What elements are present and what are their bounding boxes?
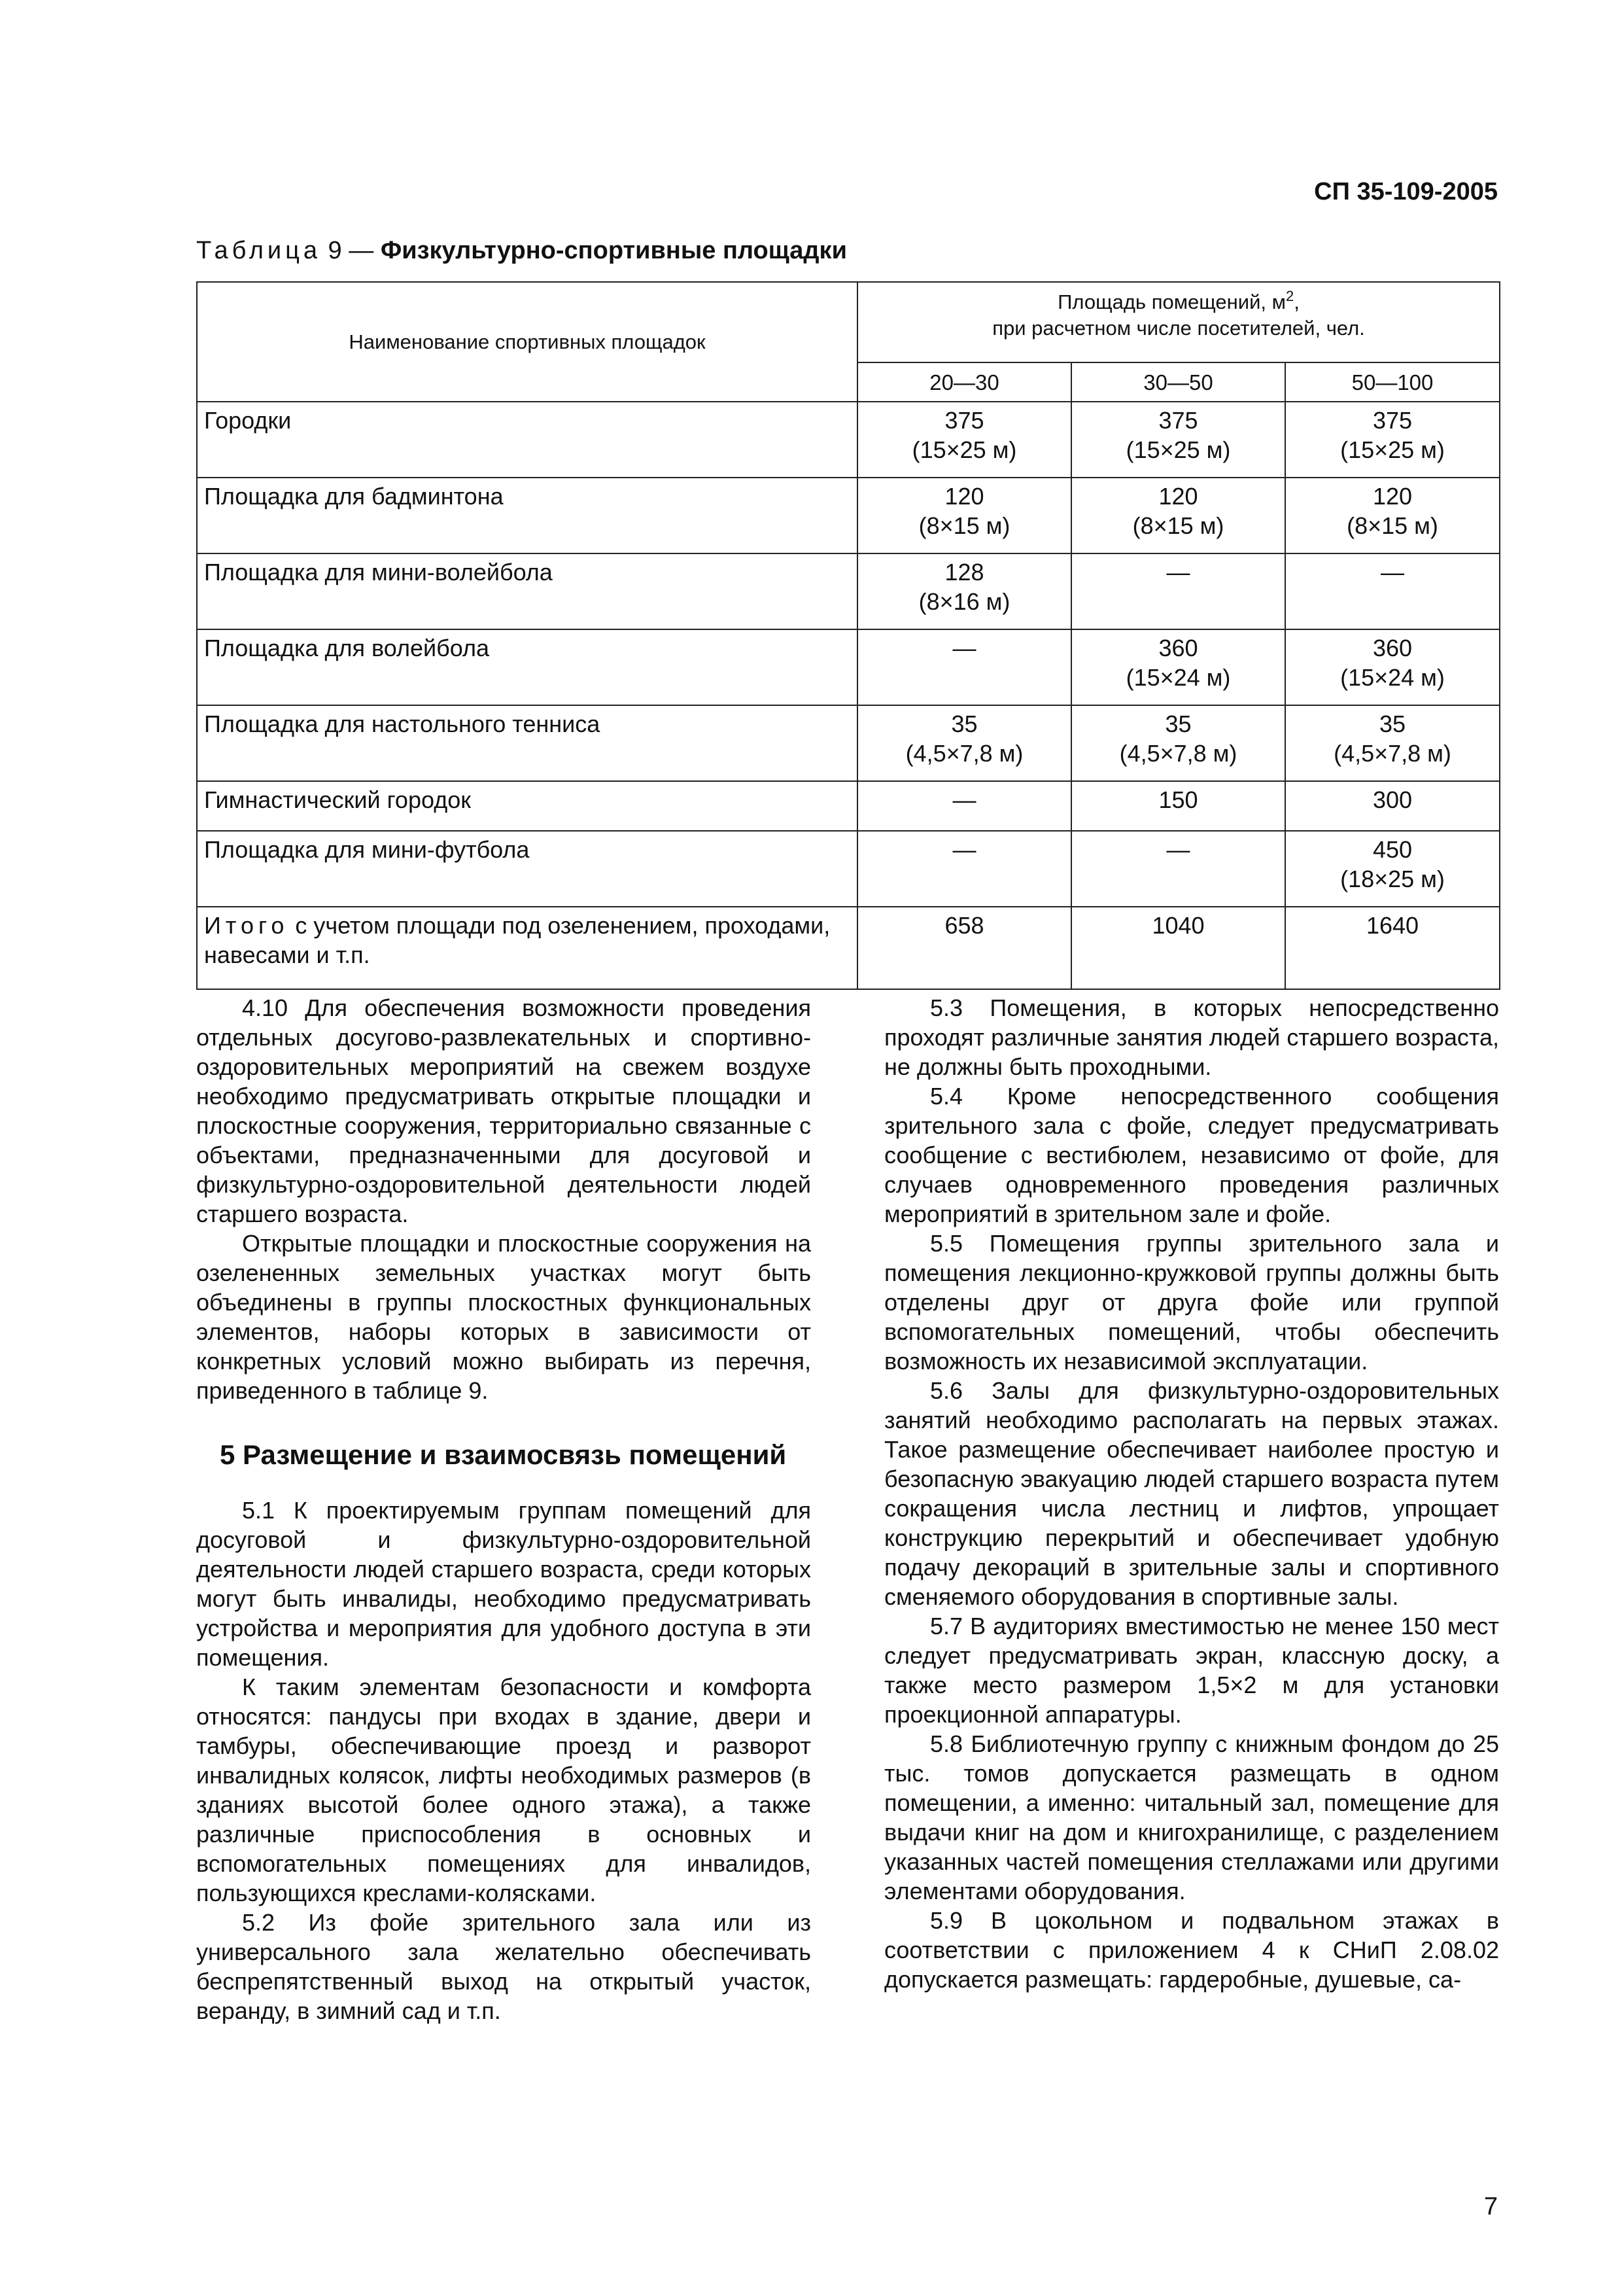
row-value [1071, 402, 1285, 478]
row-value-main: 375 [1158, 407, 1198, 434]
row-value [1071, 478, 1285, 553]
header-range: 50—100 [1285, 362, 1500, 402]
row-value-main: 375 [1372, 407, 1413, 434]
row-value-main: 450 [1372, 836, 1413, 863]
table-row [197, 478, 1500, 553]
paragraph: 5.4 Кроме непосредственного сообщения зрительного зала с фойе, следует предусматривать сообщение с вестибюлем, независимо от фойе, для случаев одновременного проведения различных мероприятий в зрительном зале и фойе. [884, 1083, 1499, 1227]
row-value-size: (15×25 м) [1340, 436, 1445, 463]
row-value [1071, 553, 1285, 629]
row-name: Гимнастический городок [197, 781, 857, 831]
row-value [857, 478, 1071, 553]
table-header-row [197, 282, 1500, 362]
paragraph: 5.5 Помещения группы зрительного зала и помещения лекционно-кружковой группы должны быть отделены друг от друга фойе или группой вспомогательных помещений, чтобы обеспечить возможность их независимой эксплуатации. [884, 1230, 1499, 1375]
paragraph: 5.8 Библиотечную группу с книжным фондом до 25 тыс. томов допускается размещать в одном помещении, а именно: читальный зал, помещение для выдачи книг на дом и книгохранилище, с разделением указанных частей помещения стеллажами или другими элементами оборудования. [884, 1730, 1499, 1904]
paragraph: Открытые площадки и плоскостные сооружения на озелененных земельных участках могут быть объединены в группы плоскостных функциональных элементов, наборы которых в зависимости от конкретных условий можно выбирать из перечня, приведенного в таблице 9. [196, 1230, 811, 1404]
row-value-main: 35 [1165, 710, 1192, 737]
row-value-size: (8×15 м) [1347, 512, 1438, 539]
row-value [1071, 629, 1285, 705]
paragraph: 5.3 Помещения, в которых непосредственно проходят различные занятия людей старшего возраста, не должны быть проходными. [884, 994, 1499, 1080]
row-value-main: — [952, 836, 976, 863]
row-value-size: (18×25 м) [1340, 866, 1445, 892]
header-range: 20—30 [857, 362, 1071, 402]
header-range: 30—50 [1071, 362, 1285, 402]
table-caption-title: Физкультурно-спортивные площадки [380, 237, 847, 264]
row-name: Площадка для настольного тенниса [197, 705, 857, 781]
row-name: Площадка для бадминтона [197, 478, 857, 553]
row-value [1285, 478, 1500, 553]
document-code: СП 35-109-2005 [1314, 178, 1498, 205]
table-total-row [197, 907, 1500, 989]
row-value [1285, 781, 1500, 831]
table-row [197, 629, 1500, 705]
sports-grounds-table [196, 281, 1500, 990]
row-value-main: — [952, 635, 976, 661]
paragraph: 5.2 Из фойе зрительного зала или из универсального зала желательно обеспечивать беспрепятственный выход на открытый участок, веранду, в зимний сад и т.п. [196, 1909, 811, 2024]
row-value-main: 35 [951, 710, 978, 737]
row-value-main: 360 [1372, 635, 1413, 661]
row-value [857, 553, 1071, 629]
header-area-sup: 2 [1285, 288, 1294, 304]
right-column [884, 993, 1499, 1994]
row-value-size: (15×25 м) [1126, 436, 1231, 463]
table-caption [196, 237, 847, 265]
header-area-line1-end: , [1294, 290, 1300, 313]
paragraph: К таким элементам безопасности и комфорта относятся: пандусы при входах в здание, двери и тамбуры, обеспечивающие проезд и разворот инвалидных колясок, лифты необходимых размеров (в зданиях высотой более одного этажа), а также различные приспособления в основных и вспомогательных помещениях для инвалидов, пользующихся креслами-колясками. [196, 1673, 811, 1906]
header-area-line1: Площадь помещений, м [1058, 290, 1286, 313]
row-value [1285, 705, 1500, 781]
table-row [197, 781, 1500, 831]
row-value [1285, 831, 1500, 907]
row-value-main: — [1166, 836, 1190, 863]
row-value-main: 150 [1158, 786, 1198, 813]
row-value [857, 831, 1071, 907]
table-row [197, 553, 1500, 629]
row-value-main: 120 [1372, 483, 1413, 510]
paragraph: 5.6 Залы для физкультурно-оздоровительных занятий необходимо располагать на первых этажах. Такое размещение обеспечивает наиболее простую и безопасную эвакуацию людей старшего возраста путем сокращения числа лестниц и лифтов, упрощает конструкцию перекрытий и обеспечивает удобную подачу декораций в зрительные залы и спортивного сменяемого оборудования в спортивные залы. [884, 1377, 1499, 1610]
section-heading: 5 Размещение и взаимосвязь помещений [220, 1439, 787, 1470]
paragraph: 5.1 К проектируемым группам помещений для досуговой и физкультурно-оздоровительной деятельности людей старшего возраста, среди которых могут быть инвалиды, необходимо предусматривать устройства и мероприятия для удобного доступа в эти помещения. [196, 1497, 811, 1671]
total-value: 1640 [1285, 907, 1500, 989]
table-row [197, 402, 1500, 478]
header-area-line2: при расчетном числе посетителей, чел. [992, 317, 1365, 340]
row-value-size: (4,5×7,8 м) [1334, 740, 1451, 767]
row-value-main: — [1166, 559, 1190, 586]
table-caption-label: Таблица [196, 237, 321, 264]
paragraph: 4.10 Для обеспечения возможности проведения отдельных досугово-развлекательных и спортивно-оздоровительных мероприятий на свежем воздухе необходимо предусматривать открытые площадки и плоскостные сооружения, территориально связанные с объектами, предназначенными для досуговой и физкультурно-оздоровительной деятельности людей старшего возраста. [196, 994, 811, 1227]
row-value-main: 375 [944, 407, 984, 434]
table-row [197, 831, 1500, 907]
row-value [857, 781, 1071, 831]
row-value [857, 402, 1071, 478]
total-text: с учетом площади под озеленением, проходами, навесами и т.п. [204, 912, 831, 968]
row-value-size: (8×16 м) [918, 588, 1011, 615]
row-value-main: 360 [1158, 635, 1198, 661]
row-value-size: (15×25 м) [912, 436, 1017, 463]
row-value [857, 629, 1071, 705]
row-value-main: 120 [944, 483, 984, 510]
row-value-size: (8×15 м) [1132, 512, 1224, 539]
row-value-main: — [952, 786, 976, 813]
row-name: Площадка для мини-волейбола [197, 553, 857, 629]
row-name: Городки [197, 402, 857, 478]
total-name [197, 907, 857, 989]
row-value-main: 128 [944, 559, 984, 586]
total-value: 658 [857, 907, 1071, 989]
row-value-size: (15×24 м) [1340, 664, 1445, 691]
total-value: 1040 [1071, 907, 1285, 989]
paragraph: 5.7 В аудиториях вместимостью не менее 150 мест следует предусматривать экран, классную доску, а также место размером 1,5×2 м для установки проекционной аппаратуры. [884, 1613, 1499, 1728]
header-area-cell [857, 282, 1500, 362]
total-label: Итого [204, 912, 289, 939]
row-value-main: 300 [1372, 786, 1413, 813]
row-value-main: 120 [1158, 483, 1198, 510]
row-value [1285, 402, 1500, 478]
page-number: 7 [1483, 2193, 1498, 2220]
row-value-size: (4,5×7,8 м) [905, 740, 1024, 767]
row-value [1285, 553, 1500, 629]
row-value [1071, 781, 1285, 831]
header-name-cell: Наименование спортивных площадок [197, 282, 857, 402]
table-row [197, 705, 1500, 781]
row-value-size: (15×24 м) [1126, 664, 1231, 691]
row-name: Площадка для волейбола [197, 629, 857, 705]
paragraph: 5.9 В цокольном и подвальном этажах в соответствии с приложением 4 к СНиП 2.08.02 допускается размещать: гардеробные, душевые, са- [884, 1907, 1499, 1993]
row-value [1285, 629, 1500, 705]
row-value-main: — [1381, 559, 1404, 586]
row-value-size: (8×15 м) [918, 512, 1011, 539]
row-name: Площадка для мини-футбола [197, 831, 857, 907]
left-column [196, 993, 811, 2025]
row-value-main: 35 [1379, 710, 1406, 737]
row-value [1071, 831, 1285, 907]
table-caption-number: 9 — [321, 237, 381, 264]
row-value-size: (4,5×7,8 м) [1119, 740, 1237, 767]
row-value [857, 705, 1071, 781]
row-value [1071, 705, 1285, 781]
